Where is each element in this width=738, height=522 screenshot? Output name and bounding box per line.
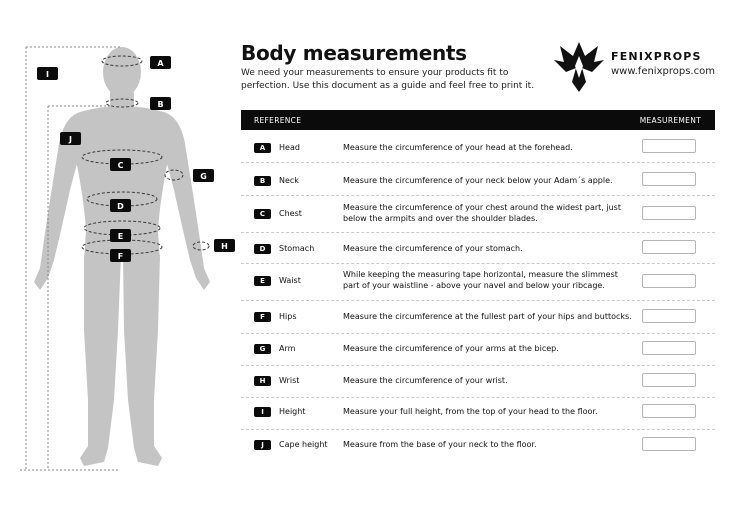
row-description: Measure the circumference of your chest around the widest part, just below the armpits and over the shoulder blades. bbox=[343, 203, 621, 223]
row-description: Measure the circumference of your wrist. bbox=[343, 376, 508, 385]
row-badge: C bbox=[254, 209, 271, 219]
table-header bbox=[241, 110, 715, 130]
label-tag-f bbox=[110, 249, 131, 262]
body-figure bbox=[0, 0, 240, 522]
svg-text:C: C bbox=[117, 161, 124, 170]
table-row-waist bbox=[241, 264, 715, 301]
measurement-input-arm[interactable] bbox=[642, 341, 696, 355]
label-tag-j bbox=[60, 132, 81, 145]
row-badge: J bbox=[254, 440, 271, 450]
intro-text: We need your measurements to ensure your products fit to perfection. Use this document as a guide and feel free to print it. bbox=[241, 68, 535, 91]
measurement-input-waist[interactable] bbox=[642, 274, 696, 288]
row-name: Neck bbox=[279, 176, 299, 185]
row-name: Arm bbox=[279, 344, 296, 353]
row-description: While keeping the measuring tape horizontal, measure the slimmest part of your waistline - above your navel and below your ribcage. bbox=[343, 270, 618, 290]
row-description: Measure the circumference of your arms at the bicep. bbox=[343, 344, 559, 353]
label-tag-a bbox=[150, 56, 171, 69]
svg-text:E: E bbox=[117, 232, 124, 241]
table-row-chest bbox=[241, 196, 715, 233]
svg-text:J: J bbox=[69, 135, 72, 144]
row-name: Stomach bbox=[279, 244, 315, 253]
measurement-input-height[interactable] bbox=[642, 404, 696, 418]
row-name: Height bbox=[279, 407, 306, 416]
measurement-input-cape-height[interactable] bbox=[642, 437, 696, 451]
phoenix-logo-icon bbox=[552, 38, 606, 94]
row-badge: B bbox=[254, 176, 271, 186]
table-row-stomach bbox=[241, 233, 715, 264]
table-row-head bbox=[241, 132, 715, 163]
label-tag-h bbox=[214, 239, 235, 252]
measurement-input-chest[interactable] bbox=[642, 206, 696, 220]
label-tag-c bbox=[110, 158, 131, 171]
row-name: Waist bbox=[279, 276, 301, 285]
row-name: Head bbox=[279, 143, 300, 152]
svg-text:F: F bbox=[117, 252, 124, 261]
row-name: Wrist bbox=[279, 376, 300, 385]
row-name: Hips bbox=[279, 312, 297, 321]
row-description: Measure the circumference of your head at the forehead. bbox=[343, 143, 573, 152]
header-measurement: MEASUREMENT bbox=[639, 116, 701, 125]
measurement-input-head[interactable] bbox=[642, 139, 696, 153]
row-badge: H bbox=[254, 376, 271, 386]
label-tag-b bbox=[150, 97, 171, 110]
row-description: Measure the circumference of your stomach. bbox=[343, 244, 523, 253]
row-badge: E bbox=[254, 276, 271, 286]
svg-text:H: H bbox=[221, 242, 228, 251]
row-badge: F bbox=[254, 312, 271, 322]
svg-text:B: B bbox=[157, 100, 164, 109]
table-row-arm bbox=[241, 334, 715, 366]
row-name: Cape height bbox=[279, 440, 328, 449]
label-tag-i bbox=[37, 67, 58, 80]
brand-name: FENIXPROPS bbox=[611, 50, 702, 63]
brand-url: www.fenixprops.com bbox=[611, 66, 715, 77]
svg-text:A: A bbox=[157, 59, 164, 68]
row-badge: A bbox=[254, 143, 271, 153]
table-row-neck bbox=[241, 163, 715, 196]
row-description: Measure the circumference of your neck below your Adam´s apple. bbox=[343, 176, 613, 185]
measurement-input-stomach[interactable] bbox=[642, 240, 696, 254]
row-description: Measure from the base of your neck to the floor. bbox=[343, 440, 537, 449]
row-name: Chest bbox=[279, 209, 302, 218]
measurement-input-neck[interactable] bbox=[642, 172, 696, 186]
label-tag-d bbox=[110, 199, 131, 212]
svg-text:G: G bbox=[200, 172, 207, 181]
row-description: Measure the circumference at the fullest part of your hips and buttocks. bbox=[343, 312, 632, 321]
svg-text:I: I bbox=[46, 70, 49, 79]
table-row-hips bbox=[241, 301, 715, 334]
svg-text:D: D bbox=[117, 202, 124, 211]
table-row-wrist bbox=[241, 366, 715, 398]
label-tag-g bbox=[193, 169, 214, 182]
row-badge: I bbox=[254, 407, 271, 417]
page-title: Body measurements bbox=[241, 41, 467, 65]
measurement-input-hips[interactable] bbox=[642, 309, 696, 323]
table-row-cape-height bbox=[241, 430, 715, 460]
label-tag-e bbox=[110, 229, 131, 242]
row-badge: G bbox=[254, 344, 271, 354]
header-reference: REFERENCE bbox=[254, 116, 302, 125]
measurement-input-wrist[interactable] bbox=[642, 373, 696, 387]
row-badge: D bbox=[254, 244, 271, 254]
table-row-height bbox=[241, 398, 715, 430]
row-description: Measure your full height, from the top of your head to the floor. bbox=[343, 407, 598, 416]
